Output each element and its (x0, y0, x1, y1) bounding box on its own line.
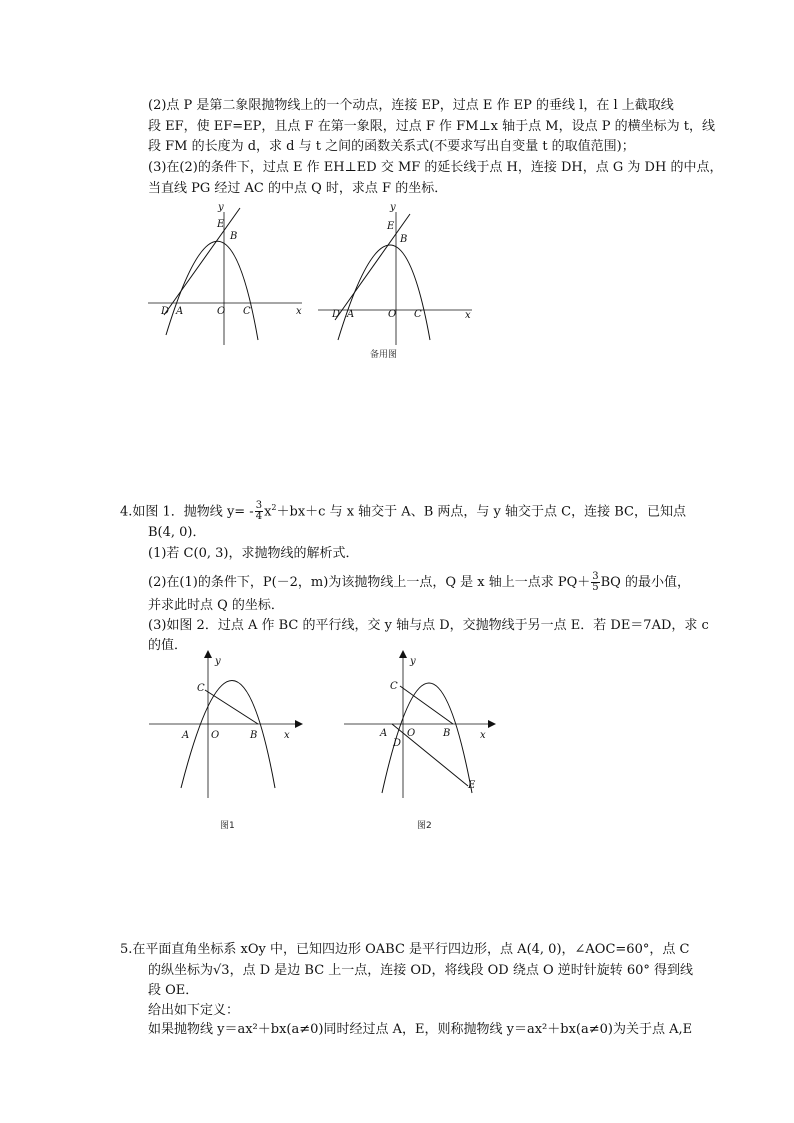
q4-intro-part-a: 4.如图 1．抛物线 y= - (120, 504, 254, 520)
q4-f2-D-label: D (393, 738, 402, 749)
q3-f2-O-label: O (388, 309, 397, 320)
q3-f1-B-label: B (230, 231, 238, 242)
q3-f1-C-label: C (243, 306, 251, 317)
q3-figure-2 (310, 200, 480, 365)
q4-part2-frac-num: 3 (592, 571, 599, 582)
q4-f2-caption: 图2 (417, 821, 432, 831)
q4-part2-frac-den: 5 (592, 582, 599, 593)
q4-f2-y-label: y (410, 656, 416, 667)
q4-intro-fraction (255, 501, 263, 522)
q3-f2-A-label: A (347, 309, 355, 320)
q4-f1-C-label: C (197, 683, 205, 694)
q5-line4: 给出如下定义： (148, 1003, 240, 1018)
q4-part2-fraction (591, 572, 599, 593)
q5-line2-b: ，点 D 是边 BC 上一点，连接 OD，将线段 OD 绕点 O 逆时针旋转 60° 得到线 (229, 963, 694, 978)
q4-part3-line2: 的值． (148, 638, 188, 653)
q3-f1-x-label: x (296, 306, 302, 317)
q3-part3-line1: (3)在(2)的条件下，过点 E 作 EH⊥ED 交 MF 的延长线于点 H，连接 DH，点 G 为 DH 的中点， (148, 160, 723, 175)
q3-f1-A-label: A (176, 306, 184, 317)
q3-part2-line1: (2)点 P 是第二象限抛物线上的一个动点，连接 EP，过点 E 作 EP 的垂线 l，在 l 上截取线 (148, 98, 674, 113)
q3-f2-D-label: D (332, 309, 341, 320)
q3-f1-D-label: D (161, 306, 170, 317)
q4-f2-x-label: x (480, 730, 486, 741)
q4-figure-1 (145, 648, 305, 838)
q3-part2-line3: 段 FM 的长度为 d，求 d 与 t 之间的函数关系式(不要求写出自变量 t 的取值范围)； (148, 139, 635, 154)
q4-part2-line1 (148, 572, 690, 593)
q4-part2-b: BQ 的最小值， (600, 575, 690, 590)
q3-f2-x-label: x (465, 310, 471, 321)
q4-part2-a: (2)在(1)的条件下，P(－2，m)为该抛物线上一点，Q 是 x 轴上一点求 PQ＋ (148, 575, 591, 590)
q3-f2-caption: 备用图 (370, 350, 398, 360)
q4-f2-A-label: A (380, 728, 388, 739)
q4-intro-sup: 2 (271, 503, 277, 512)
q4-part1: (1)若 C(0, 3)，求抛物线的解析式． (148, 546, 359, 561)
q4-intro-part-c: ＋bx＋c 与 x 轴交于 A、B 两点，与 y 轴交于点 C，连接 BC，已知点 (276, 504, 686, 520)
q4-intro-frac-num: 3 (255, 500, 263, 512)
q4-intro-part-b: x (264, 504, 272, 520)
q5-line3: 段 OE． (148, 983, 199, 998)
q3-figure-1 (140, 200, 310, 350)
q3-f1-E-label: E (217, 219, 225, 230)
q4-figure-2 (340, 648, 500, 838)
q4-f2-O-label: O (407, 728, 416, 739)
q4-f2-C-label: C (390, 681, 398, 692)
q5-sqrt3: √3 (213, 963, 230, 978)
q3-part3-line2: 当直线 PG 经过 AC 的中点 Q 时，求点 F 的坐标． (148, 181, 448, 196)
q4-intro-line1 (120, 499, 686, 522)
q3-f2-B-label: B (400, 234, 408, 245)
q4-intro-line2: B(4, 0)． (148, 525, 206, 540)
q5-line2 (148, 962, 693, 980)
q4-f1-x-label: x (284, 730, 290, 741)
q5-line5: 如果抛物线 y＝ax²＋bx(a≠0)同时经过点 A，E，则称抛物线 y＝ax²＋bx(a≠0)为关于点 A,E (148, 1022, 693, 1037)
q3-f2-C-label: C (414, 309, 422, 320)
q3-f2-y-label: y (390, 202, 396, 213)
q4-f1-caption: 图1 (220, 821, 235, 831)
q3-f2-E-label: E (387, 221, 395, 232)
q4-f2-B-label: B (443, 728, 451, 739)
q4-part3-line1: (3)如图 2．过点 A 作 BC 的平行线，交 y 轴与点 D，交抛物线于另一点 E．若 DE＝7AD，求 c (148, 618, 709, 633)
q4-f1-A-label: A (182, 730, 190, 741)
q4-f1-O-label: O (211, 730, 220, 741)
q4-part2-line2: 并求此时点 Q 的坐标． (148, 598, 284, 613)
q5-line1: 5.在平面直角坐标系 xOy 中，已知四边形 OABC 是平行四边形，点 A(4, 0)，∠AOC=60°，点 C (120, 942, 690, 957)
q3-f1-y-label: y (218, 202, 224, 213)
q4-intro-frac-den: 4 (255, 511, 263, 523)
q4-f1-B-label: B (250, 730, 258, 741)
q4-f2-E-label: E (468, 780, 476, 791)
q5-line2-a: 的纵坐标为 (148, 963, 214, 978)
q3-f1-O-label: O (217, 306, 226, 317)
q4-f1-y-label: y (215, 656, 221, 667)
q3-part2-line2: 段 EF，使 EF=EP，且点 F 在第一象限，过点 F 作 FM⊥x 轴于点 M，设点 P 的横坐标为 t，线 (148, 119, 715, 134)
